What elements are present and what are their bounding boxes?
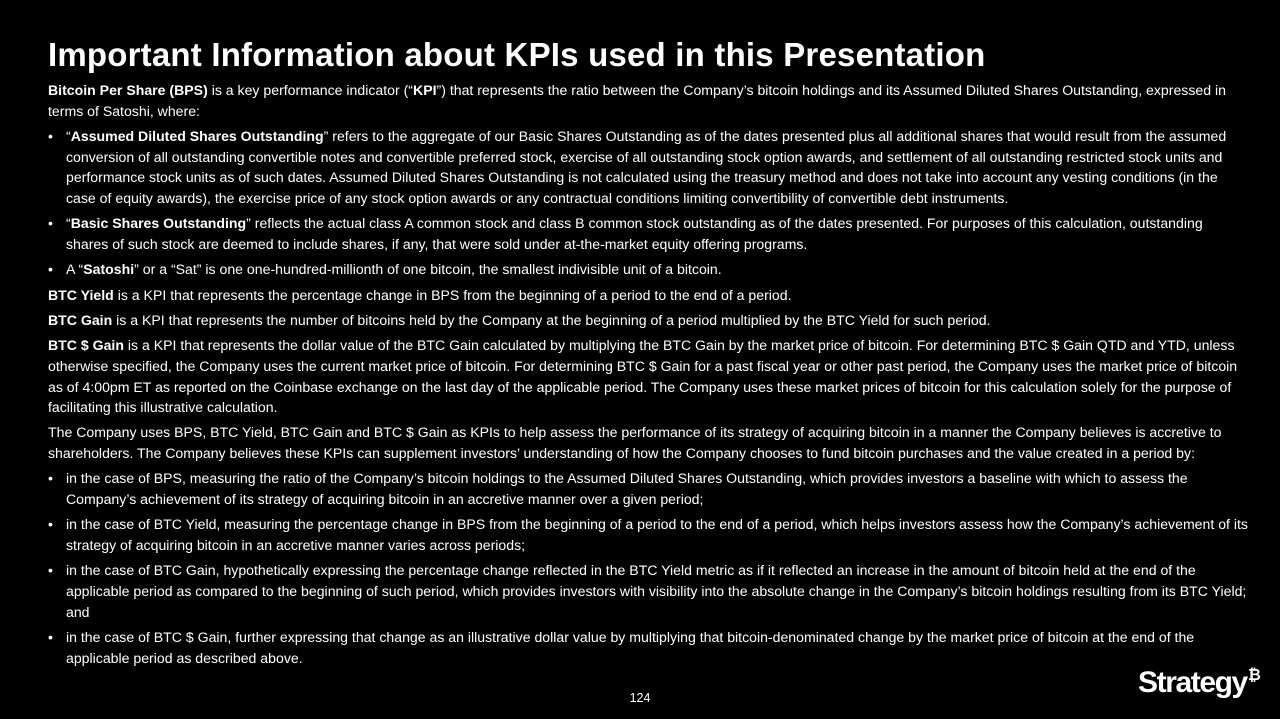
btc-yield-definition bbox=[48, 285, 1248, 306]
btc-yield-term: BTC Yield bbox=[48, 286, 114, 303]
usage-paragraph: The Company uses BPS, BTC Yield, BTC Gain and BTC $ Gain as KPIs to help assess the performance of its strategy of acquiring bitcoin in a manner the Company believes is accretive to shareholders. The Company believes these KPIs can supplement investors’ understanding of how the Company chooses to fund bitcoin purchases and the value created in a period by: bbox=[48, 424, 1222, 462]
kpi-term: KPI bbox=[413, 82, 437, 98]
definition-text: ” or a “Sat” is one one-hundred-millionth of one bitcoin, the smallest indivisible unit of a bitcoin. bbox=[134, 261, 722, 278]
definition-text: ” reflects the actual class A common stock and class B common stock outstanding as of the dates presented. For purposes of this calculation, outstanding shares of such stock are deemed to include shares, if any, that were sold under at-the-market equity offering programs. bbox=[66, 215, 1203, 252]
logo-wordmark: Strategy bbox=[1138, 666, 1247, 699]
definition-item bbox=[48, 259, 1248, 280]
btc-dollar-gain-term: BTC $ Gain bbox=[48, 337, 124, 354]
usage-item-text: in the case of BPS, measuring the ratio of the Company’s bitcoin holdings to the Assumed Diluted Shares Outstanding, which provides investors a baseline with which to assess the Company’s achievement of its strategy of acquiring bitcoin in an accretive manner over a given period; bbox=[66, 470, 1188, 508]
definition-term: Assumed Diluted Shares Outstanding bbox=[70, 127, 324, 144]
bps-term: Bitcoin Per Share (BPS) bbox=[48, 82, 208, 98]
bps-definition bbox=[48, 80, 1248, 121]
bullet-marker: • bbox=[48, 470, 53, 487]
usage-item-text: in the case of BTC Gain, hypothetically expressing the percentage change reflected in the BTC Yield metric as if it reflected an increase in the amount of bitcoin held at the end of the applicable period as compared to the beginning of such period, which provides investors with visibility into the absolute change in the Company’s bitcoin holdings resulting from its BTC Yield; and bbox=[66, 562, 1247, 620]
definition-open: “ bbox=[66, 215, 71, 232]
btc-gain-text: is a KPI that represents the number of bitcoins held by the Company at the beginning of a period multiplied by the BTC Yield for such period. bbox=[112, 311, 991, 328]
usage-item-text: in the case of BTC $ Gain, further expressing that change as an illustrative dollar value by multiplying that bitcoin-denominated change by the market price of bitcoin at the end of the applicable period as described above. bbox=[66, 629, 1195, 666]
btc-dollar-gain-text: is a KPI that represents the dollar value of the BTC Gain calculated by multiplying the BTC Gain by the market price of bitcoin. For determining BTC $ Gain QTD and YTD, unless otherwise specified, the Company uses the current market price of bitcoin. For determining BTC $ Gain for a past fiscal year or other past period, the Company uses the market price of bitcoin as of 4:00pm ET as reported on the Coinbase exchange on the last day of the applicable period. The Company uses these market prices of bitcoin for this calculation solely for the purpose of facilitating this illustrative calculation. bbox=[48, 337, 1238, 416]
bullet-marker: • bbox=[48, 562, 53, 579]
strategy-logo bbox=[1138, 666, 1261, 705]
btc-gain-term: BTC Gain bbox=[48, 311, 113, 328]
usage-item bbox=[48, 468, 1248, 509]
bps-text-a: is a key performance indicator (“ bbox=[207, 82, 414, 98]
btc-gain-definition bbox=[48, 310, 1248, 331]
btc-yield-text: is a KPI that represents the percentage change in BPS from the beginning of a period to the end of a period. bbox=[113, 286, 792, 303]
definition-item bbox=[48, 126, 1248, 208]
bullet-marker: • bbox=[48, 261, 53, 278]
bullet-marker: • bbox=[48, 629, 53, 646]
usage-item bbox=[48, 560, 1248, 622]
definition-open: “ bbox=[66, 127, 71, 144]
bullet-marker: • bbox=[48, 215, 53, 232]
definition-open: A “ bbox=[66, 261, 84, 278]
usage-item-text: in the case of BTC Yield, measuring the percentage change in BPS from the beginning of a period to the end of a period, which helps investors assess how the Company’s achievement of its strategy of acquiring bitcoin in an accretive manner varies across periods; bbox=[66, 516, 1248, 554]
bullet-marker: • bbox=[48, 127, 53, 144]
definition-term: Satoshi bbox=[83, 261, 135, 278]
bullet-marker: • bbox=[48, 516, 53, 533]
definition-term: Basic Shares Outstanding bbox=[70, 215, 247, 232]
page-number: 124 bbox=[629, 691, 651, 705]
page-title: Important Information about KPIs used in this Presentation bbox=[48, 36, 986, 73]
definition-item bbox=[48, 213, 1248, 254]
usage-item bbox=[48, 627, 1248, 668]
bitcoin-icon: ₿ bbox=[1247, 667, 1261, 684]
bps-text-b: ”) that represents the ratio between the Company’s bitcoin holdings and its Assumed Diluted Shares Outstanding, expressed in terms of Satoshi, where: bbox=[48, 82, 1226, 119]
definition-text: ” refers to the aggregate of our Basic Shares Outstanding as of the dates presented plus all additional shares that would result from the assumed conversion of all outstanding convertible notes and convertible preferred stock, exercise of all outstanding stock option awards, and settlement of all outstanding restricted stock units and performance stock units as of such dates. Assumed Diluted Shares Outstanding is not calculated using the treasury method and does not take into account any vesting conditions (in the case of equity awards), the exercise price of any stock option awards or any contractual conditions limiting convertibility of convertible debt instruments. bbox=[66, 127, 1227, 206]
slide-content bbox=[48, 36, 1248, 673]
btc-dollar-gain-definition bbox=[48, 335, 1248, 417]
usage-item bbox=[48, 514, 1248, 555]
